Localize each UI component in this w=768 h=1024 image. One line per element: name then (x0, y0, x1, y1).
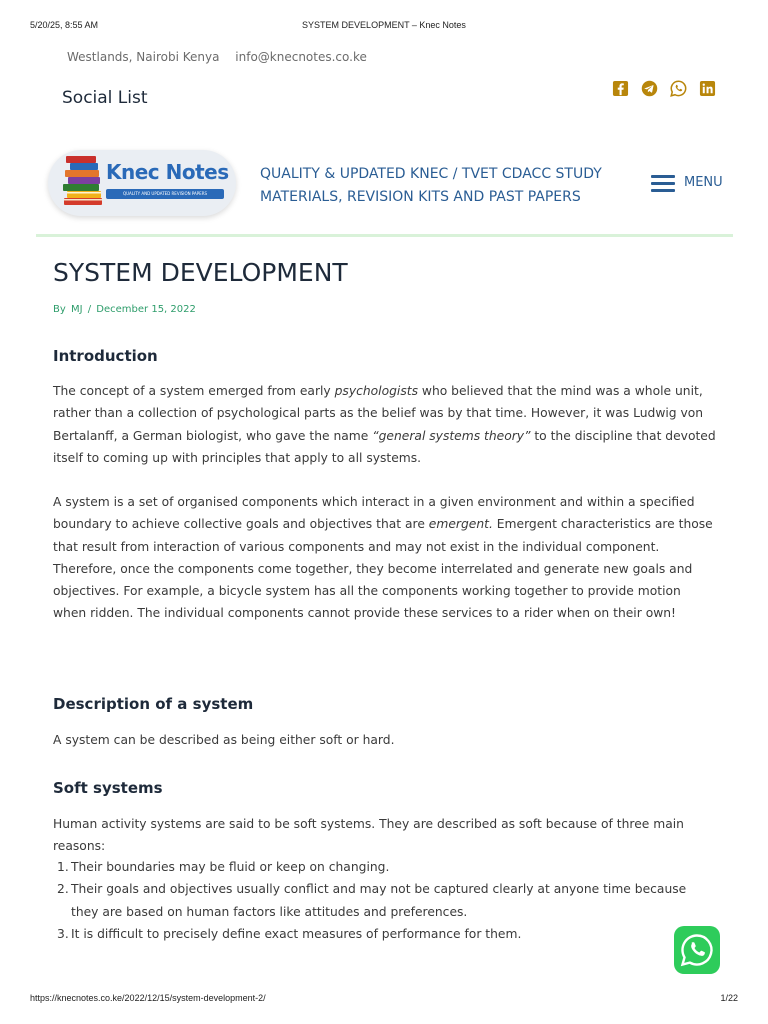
hamburger-icon (651, 172, 675, 192)
location-text: Westlands, Nairobi Kenya (67, 50, 220, 64)
telegram-icon[interactable] (640, 79, 658, 97)
p1-emphasis-1: psychologists (334, 384, 418, 398)
menu-toggle[interactable] (651, 172, 723, 192)
heading-soft-systems: Soft systems (53, 779, 163, 797)
heading-description: Description of a system (53, 695, 254, 713)
soft-systems-list (53, 856, 717, 945)
byline (53, 304, 198, 315)
print-url: https://knecnotes.co.ke/2022/12/15/system-development-2/ (30, 993, 266, 1003)
list-item: 2. Their goals and objectives usually conflict and may not be captured clearly at anyone time because they are based on human factors like attitudes and preferences. (57, 882, 687, 919)
description-paragraph: A system can be described as being either soft or hard. (53, 733, 395, 747)
publish-date[interactable]: December 15, 2022 (96, 304, 196, 315)
heading-introduction: Introduction (53, 347, 158, 365)
social-icons (611, 79, 716, 97)
p2-text-b: Emergent characteristics are those that result from interaction of various components and may not exist in the individual component. Therefore, once the components come together, they become interrelated and generate new goals and objectives. For example, a bicycle system has all the components working together to provide motion when ridden. The individual components cannot provide these services to a rider when on their own! (53, 517, 713, 621)
logo-text: Knec Notes (106, 160, 229, 184)
logo-tagline: QUALITY AND UPDATED REVISION PAPERS (106, 189, 224, 199)
tagline-line-1: QUALITY & UPDATED KNEC / TVET CDACC STUDY (260, 166, 602, 182)
print-page-number: 1/22 (720, 993, 738, 1003)
site-tagline (260, 163, 620, 209)
site-logo[interactable] (48, 150, 236, 216)
print-doc-title: SYSTEM DEVELOPMENT – Knec Notes (302, 20, 466, 30)
soft-systems-paragraph: Human activity systems are said to be soft systems. They are described as soft because of three main reasons: (53, 817, 684, 854)
social-list-title: Social List (62, 88, 148, 108)
whatsapp-chat-button[interactable] (674, 926, 720, 974)
facebook-icon[interactable] (611, 79, 629, 97)
list-item: 3. It is difficult to precisely define exact measures of performance for them. (57, 926, 522, 941)
print-timestamp: 5/20/25, 8:55 AM (30, 20, 99, 30)
print-header (30, 20, 738, 32)
intro-paragraph-1 (53, 380, 717, 469)
tagline-line-2: MATERIALS, REVISION KITS AND PAST PAPERS (260, 189, 581, 205)
intro-paragraph-2 (53, 491, 717, 625)
author-link[interactable]: MJ (70, 304, 83, 315)
whatsapp-icon (679, 932, 715, 968)
topbar (67, 50, 379, 64)
p1-text-a: The concept of a system emerged from early (53, 384, 335, 398)
whatsapp-icon[interactable] (669, 79, 687, 97)
p1-text-c: to the discipline that devoted itself to coming up with principles that apply to all systems. (53, 428, 716, 465)
print-footer (30, 993, 738, 1005)
email-link[interactable]: info@knecnotes.co.ke (235, 50, 367, 64)
article-title: SYSTEM DEVELOPMENT (53, 258, 348, 287)
books-icon (60, 154, 106, 212)
byline-separator: / (87, 304, 92, 315)
p1-text-b: who believed that the mind was a whole unit, rather than a collection of psychological parts as the belief was by that time. However, it was Ludwig von Bertalanff, a German biologist, who gave the name (53, 384, 704, 443)
header-divider (36, 234, 733, 237)
linkedin-icon[interactable] (698, 79, 716, 97)
byline-prefix: By (53, 304, 66, 315)
p1-emphasis-2: “general systems theory” (372, 428, 531, 443)
menu-label: MENU (684, 174, 723, 190)
list-item: 1. Their boundaries may be fluid or keep on changing. (57, 860, 390, 874)
p2-emphasis: emergent. (428, 517, 493, 532)
p2-text-a: A system is a set of organised components which interact in a given environment and within a specified boundary to achieve collective goals and objectives that are (53, 495, 695, 532)
